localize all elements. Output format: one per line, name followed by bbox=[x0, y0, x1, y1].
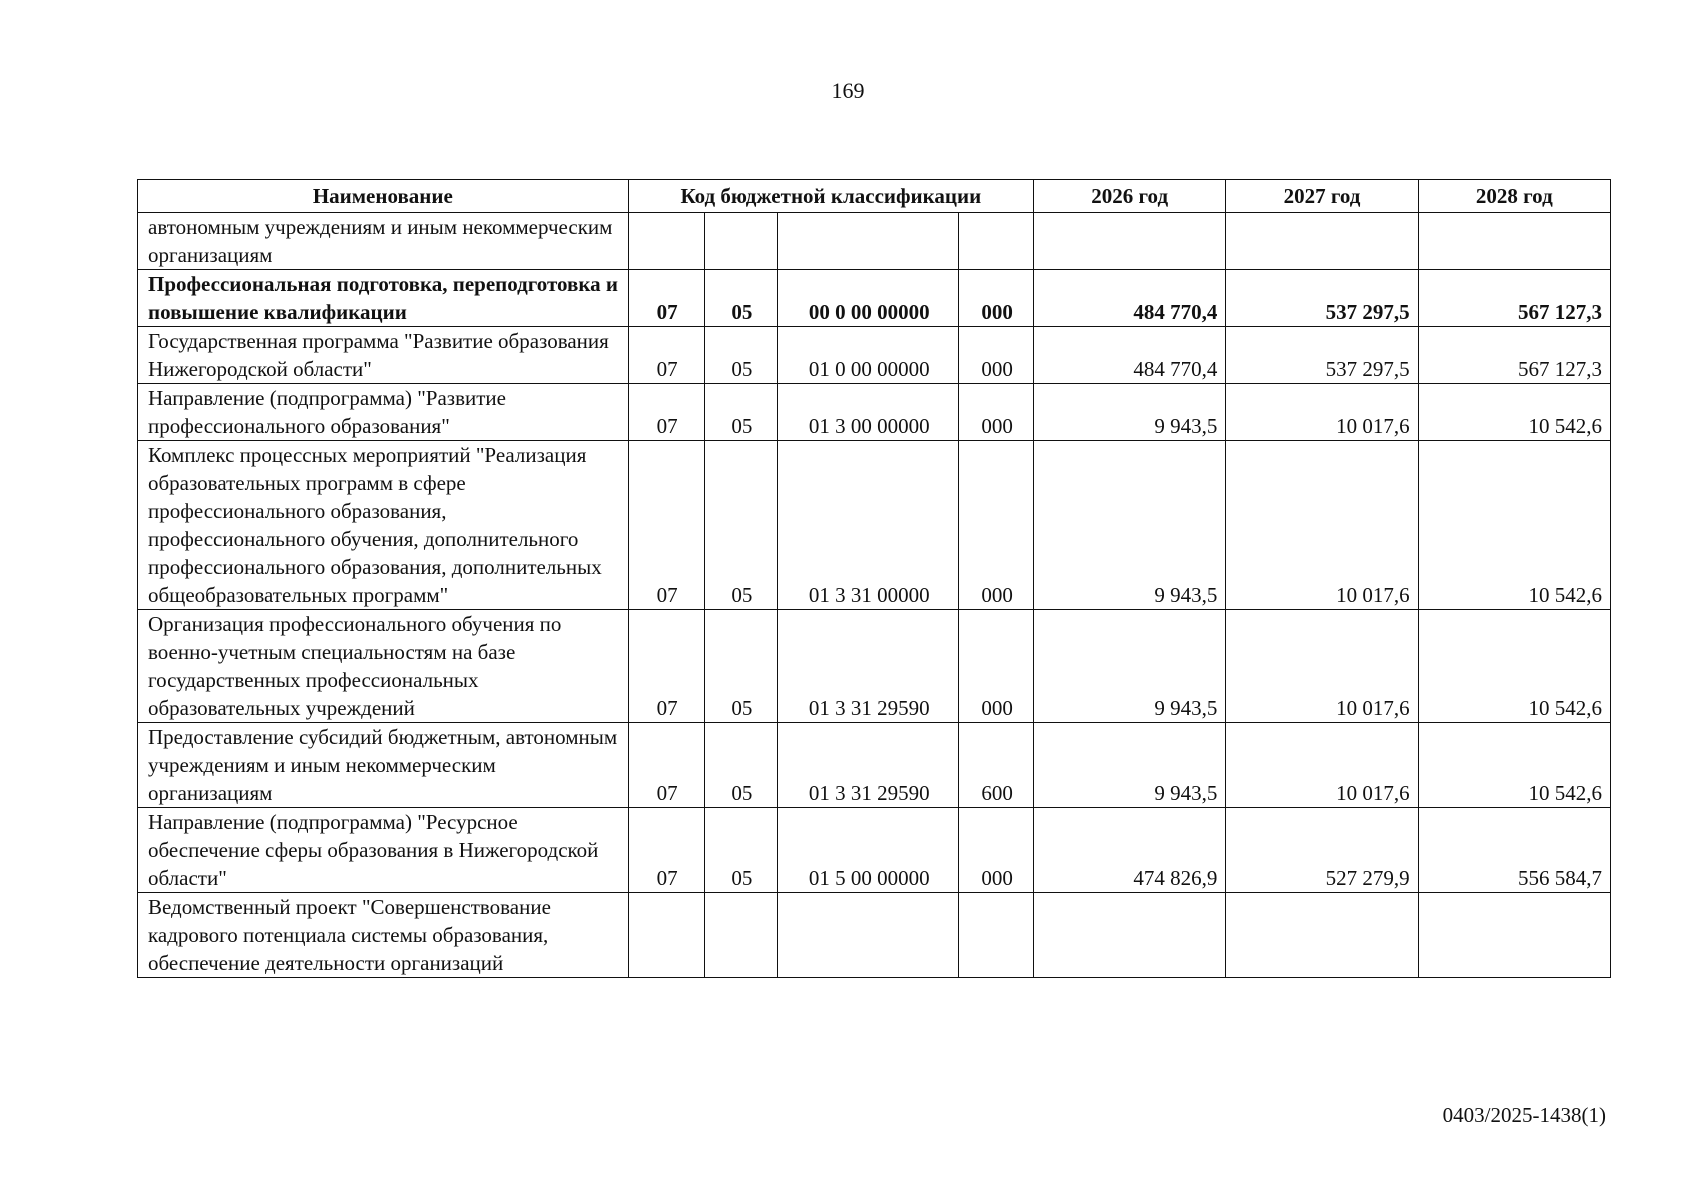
row-value-2026: 9 943,5 bbox=[1034, 610, 1226, 723]
row-value-2028 bbox=[1418, 213, 1610, 270]
row-target-article-code bbox=[778, 213, 959, 270]
row-expense-type-code: 000 bbox=[959, 441, 1034, 610]
header-2027: 2027 год bbox=[1226, 180, 1418, 213]
row-section-code: 07 bbox=[628, 723, 704, 808]
table-row bbox=[138, 893, 1611, 978]
row-value-2027: 10 017,6 bbox=[1226, 723, 1418, 808]
row-section-code: 07 bbox=[628, 327, 704, 384]
row-subsection-code: 05 bbox=[704, 723, 778, 808]
row-value-2028: 10 542,6 bbox=[1418, 441, 1610, 610]
row-value-2027 bbox=[1226, 893, 1418, 978]
table-header-row bbox=[138, 180, 1611, 213]
row-value-2028: 556 584,7 bbox=[1418, 808, 1610, 893]
row-subsection-code: 05 bbox=[704, 270, 778, 327]
row-name: Организация профессионального обучения по военно-учетным специальностям на базе государственных профессиональных образовательных учреждений bbox=[138, 610, 629, 723]
row-target-article-code: 01 0 00 00000 bbox=[778, 327, 959, 384]
row-expense-type-code bbox=[959, 213, 1034, 270]
budget-table bbox=[137, 179, 1611, 978]
table-row bbox=[138, 808, 1611, 893]
row-value-2026 bbox=[1034, 893, 1226, 978]
page-number: 169 bbox=[831, 78, 865, 103]
row-value-2027: 527 279,9 bbox=[1226, 808, 1418, 893]
header-2026: 2026 год bbox=[1034, 180, 1226, 213]
row-value-2028: 567 127,3 bbox=[1418, 327, 1610, 384]
row-expense-type-code: 000 bbox=[959, 384, 1034, 441]
row-target-article-code: 01 3 00 00000 bbox=[778, 384, 959, 441]
row-name: Комплекс процессных мероприятий "Реализация образовательных программ в сфере профессионального образования, профессионального обучения, дополнительного профессионального образования, дополнительных общеобразовательных программ" bbox=[138, 441, 629, 610]
table-row bbox=[138, 270, 1611, 327]
row-value-2028: 10 542,6 bbox=[1418, 723, 1610, 808]
row-name: Профессиональная подготовка, переподготовка и повышение квалификации bbox=[138, 270, 629, 327]
row-subsection-code: 05 bbox=[704, 384, 778, 441]
row-name: Предоставление субсидий бюджетным, автономным учреждениям и иным некоммерческим организациям bbox=[138, 723, 629, 808]
row-section-code: 07 bbox=[628, 808, 704, 893]
row-expense-type-code: 000 bbox=[959, 270, 1034, 327]
table-row bbox=[138, 327, 1611, 384]
table-row bbox=[138, 441, 1611, 610]
row-expense-type-code bbox=[959, 893, 1034, 978]
row-target-article-code: 00 0 00 00000 bbox=[778, 270, 959, 327]
row-value-2026: 9 943,5 bbox=[1034, 384, 1226, 441]
table-body bbox=[138, 213, 1611, 978]
row-subsection-code: 05 bbox=[704, 610, 778, 723]
row-target-article-code: 01 3 31 29590 bbox=[778, 723, 959, 808]
row-value-2026 bbox=[1034, 213, 1226, 270]
row-value-2027: 10 017,6 bbox=[1226, 384, 1418, 441]
table-row bbox=[138, 213, 1611, 270]
row-value-2026: 474 826,9 bbox=[1034, 808, 1226, 893]
row-expense-type-code: 600 bbox=[959, 723, 1034, 808]
row-section-code: 07 bbox=[628, 441, 704, 610]
row-subsection-code bbox=[704, 213, 778, 270]
row-name: автономным учреждениям и иным некоммерческим организациям bbox=[138, 213, 629, 270]
row-value-2028: 567 127,3 bbox=[1418, 270, 1610, 327]
row-name: Направление (подпрограмма) "Развитие профессионального образования" bbox=[138, 384, 629, 441]
row-section-code bbox=[628, 213, 704, 270]
row-name: Государственная программа "Развитие образования Нижегородской области" bbox=[138, 327, 629, 384]
row-target-article-code bbox=[778, 893, 959, 978]
row-value-2028 bbox=[1418, 893, 1610, 978]
row-subsection-code: 05 bbox=[704, 327, 778, 384]
row-value-2027 bbox=[1226, 213, 1418, 270]
row-value-2026: 9 943,5 bbox=[1034, 723, 1226, 808]
row-expense-type-code: 000 bbox=[959, 327, 1034, 384]
row-target-article-code: 01 3 31 00000 bbox=[778, 441, 959, 610]
row-target-article-code: 01 3 31 29590 bbox=[778, 610, 959, 723]
document-code: 0403/2025-1438(1) bbox=[1442, 1103, 1606, 1127]
row-section-code bbox=[628, 893, 704, 978]
row-expense-type-code: 000 bbox=[959, 808, 1034, 893]
header-code: Код бюджетной классификации bbox=[628, 180, 1033, 213]
header-name: Наименование bbox=[138, 180, 629, 213]
row-value-2028: 10 542,6 bbox=[1418, 610, 1610, 723]
row-value-2027: 537 297,5 bbox=[1226, 327, 1418, 384]
row-value-2027: 10 017,6 bbox=[1226, 610, 1418, 723]
row-name: Ведомственный проект "Совершенствование кадрового потенциала системы образования, обеспечение деятельности организаций bbox=[138, 893, 629, 978]
row-expense-type-code: 000 bbox=[959, 610, 1034, 723]
row-value-2026: 484 770,4 bbox=[1034, 270, 1226, 327]
row-subsection-code: 05 bbox=[704, 808, 778, 893]
row-section-code: 07 bbox=[628, 270, 704, 327]
row-section-code: 07 bbox=[628, 384, 704, 441]
row-section-code: 07 bbox=[628, 610, 704, 723]
table-row bbox=[138, 723, 1611, 808]
table-row bbox=[138, 384, 1611, 441]
header-2028: 2028 год bbox=[1418, 180, 1610, 213]
row-value-2027: 537 297,5 bbox=[1226, 270, 1418, 327]
row-subsection-code bbox=[704, 893, 778, 978]
table-row bbox=[138, 610, 1611, 723]
row-value-2028: 10 542,6 bbox=[1418, 384, 1610, 441]
row-target-article-code: 01 5 00 00000 bbox=[778, 808, 959, 893]
row-value-2026: 9 943,5 bbox=[1034, 441, 1226, 610]
row-name: Направление (подпрограмма) "Ресурсное обеспечение сферы образования в Нижегородской области" bbox=[138, 808, 629, 893]
row-subsection-code: 05 bbox=[704, 441, 778, 610]
row-value-2026: 484 770,4 bbox=[1034, 327, 1226, 384]
row-value-2027: 10 017,6 bbox=[1226, 441, 1418, 610]
